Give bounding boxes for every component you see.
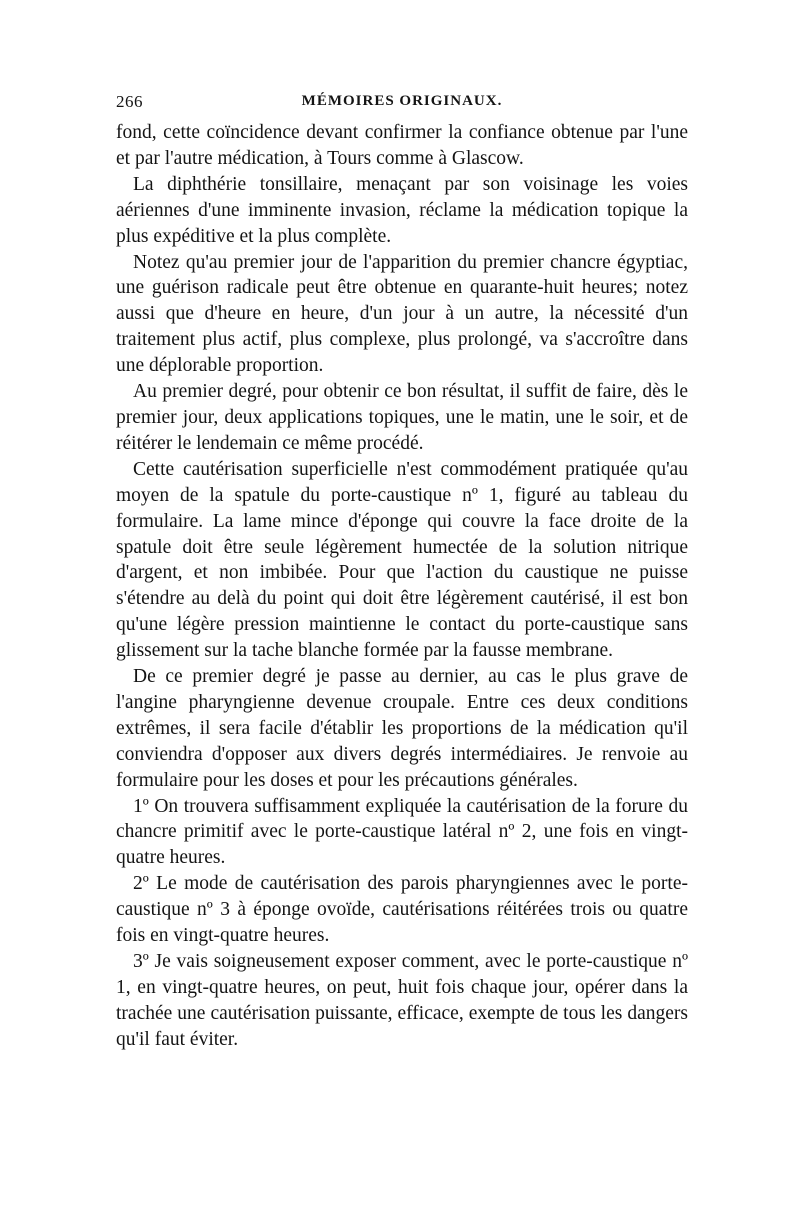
paragraph-cauterisation: Cette cautérisation superficielle n'est commodément pratiquée qu'au moyen de la spatule du porte-caustique nº 1, figuré au tableau du formulaire. La lame mince d'éponge qui couvre la face droite de la spatule doit être seule légèrement humectée de la solution nitrique d'argent, et non imbibée. Pour que l'action du caustique ne puisse s'étendre au delà du point qui doit être légèrement cautérisé, il est bon qu'une légère pression maintienne le contact du porte-caustique sans glissement sur la tache blanche formée par la fausse membrane. <box>116 458 688 662</box>
paragraph-continuation: fond, cette coïncidence devant confirmer la confiance obtenue par l'une et par l'autre médication, à Tours comme à Glascow. <box>116 122 688 169</box>
list-item-3: 3º Je vais soigneusement exposer comment, avec le porte-caustique nº 1, en vingt-quatre heures, on peut, huit fois chaque jour, opérer dans la trachée une cautérisation puissante, efficace, exempte de tous les dangers qu'il faut éviter. <box>116 951 688 1050</box>
paragraph-diphtherie: La diphthérie tonsillaire, menaçant par son voisinage les voies aériennes d'une imminente invasion, réclame la médication topique la plus expéditive et la plus complète. <box>116 173 688 247</box>
book-page <box>116 92 688 1053</box>
body-text <box>116 120 688 1053</box>
page-number: 266 <box>116 92 143 111</box>
page-header <box>116 92 688 120</box>
running-head: MÉMOIRES ORIGINAUX. <box>301 93 503 109</box>
list-item-2: 2º Le mode de cautérisation des parois pharyngiennes avec le porte-caustique nº 3 à éponge ovoïde, cautérisations réitérées trois ou quatre fois en vingt-quatre heures. <box>116 873 688 947</box>
paragraph-notez: Notez qu'au premier jour de l'apparition du premier chancre égyptiac, une guérison radicale peut être obtenue en quarante-huit heures; notez aussi que d'heure en heure, d'un jour à un autre, la nécessité d'un traitement plus actif, plus complexe, plus prolongé, va s'accroître dans une déplorable proportion. <box>116 251 688 377</box>
paragraph-dernier-degre: De ce premier degré je passe au dernier, au cas le plus grave de l'angine pharyngienne devenue croupale. Entre ces deux conditions extrêmes, il sera facile d'établir les proportions de la médication qu'il conviendra d'opposer aux divers degrés intermédiaires. Je renvoie au formulaire pour les doses et pour les précautions générales. <box>116 666 688 791</box>
list-item-1: 1º On trouvera suffisamment expliquée la cautérisation de la forure du chancre primitif avec le porte-caustique latéral nº 2, une fois en vingt-quatre heures. <box>116 795 688 869</box>
paragraph-premier-degre: Au premier degré, pour obtenir ce bon résultat, il suffit de faire, dès le premier jour, deux applications topiques, une le matin, une le soir, et de réitérer le lendemain ce même procédé. <box>116 381 688 454</box>
